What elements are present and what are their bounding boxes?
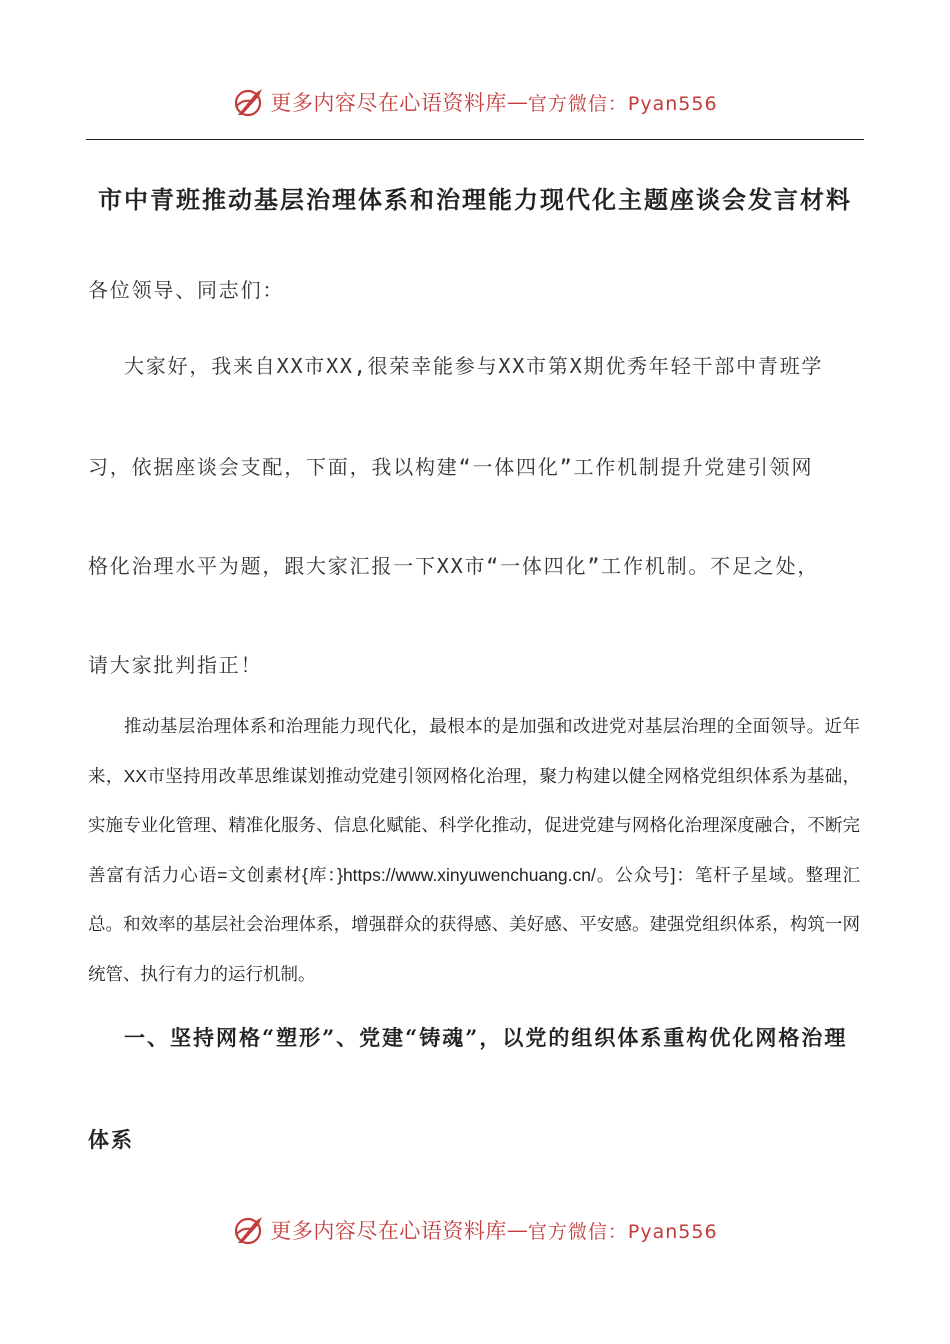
intro-line-3: 格化治理水平为题，跟大家汇报一下XX市“一体四化”工作机制。不足之处， xyxy=(88,554,820,578)
intro-line-4: 请大家批判指正！ xyxy=(88,653,263,677)
intro-line-2: 习，依据座谈会支配，下面，我以构建“一体四化”工作机制提升党建引领网 xyxy=(88,455,814,479)
section-heading-line-1: 一、坚持网格“塑形”、党建“铸魂”，以党的组织体系重构优化网格治理 xyxy=(124,1025,848,1050)
banner-dash: — xyxy=(506,90,528,114)
header-banner xyxy=(0,82,950,122)
footer-banner-dash: — xyxy=(506,1218,528,1242)
banner-wechat-text: 官方微信：Pyan556 xyxy=(527,92,718,115)
quill-pen-logo-icon xyxy=(232,1213,266,1247)
body-paragraph: 推动基层治理体系和治理能力现代化，最根本的是加强和改进党对基层治理的全面领导。近年来，XX市坚持用改革思维谋划推动党建引领网格化治理，聚力构建以健全网格党组织体系为基础，实施专业化管理、精准化服务、信息化赋能、科学化推动，促进党建与网格化治理深度融合，不断完善富有活力心语=文创素材{库：}https://www.xinyuwenchuang.cn/。公众号]：笔杆子星域。整理汇总。和效率的基层社会治理体系，增强群众的获得感、美好感、平安感。建强党组织体系，构筑一网统管、执行有力的运行机制。 xyxy=(88,716,860,984)
salutation: 各位领导、同志们： xyxy=(88,278,285,302)
intro-line-1: 大家好，我来自XX市XX,很荣幸能参与XX市第X期优秀年轻干部中青班学 xyxy=(124,354,824,378)
footer-banner-wechat-text: 官方微信：Pyan556 xyxy=(527,1220,718,1243)
header-divider xyxy=(86,139,864,140)
quill-pen-logo-icon xyxy=(232,85,266,119)
section-heading-line-2: 体系 xyxy=(88,1127,134,1152)
document-title: 市中青班推动基层治理体系和治理能力现代化主题座谈会发言材料 xyxy=(98,185,852,214)
banner-left-text: 更多内容尽在心语资料库 xyxy=(270,91,507,115)
footer-banner-left-text: 更多内容尽在心语资料库 xyxy=(270,1219,507,1243)
footer-banner xyxy=(0,1210,950,1250)
